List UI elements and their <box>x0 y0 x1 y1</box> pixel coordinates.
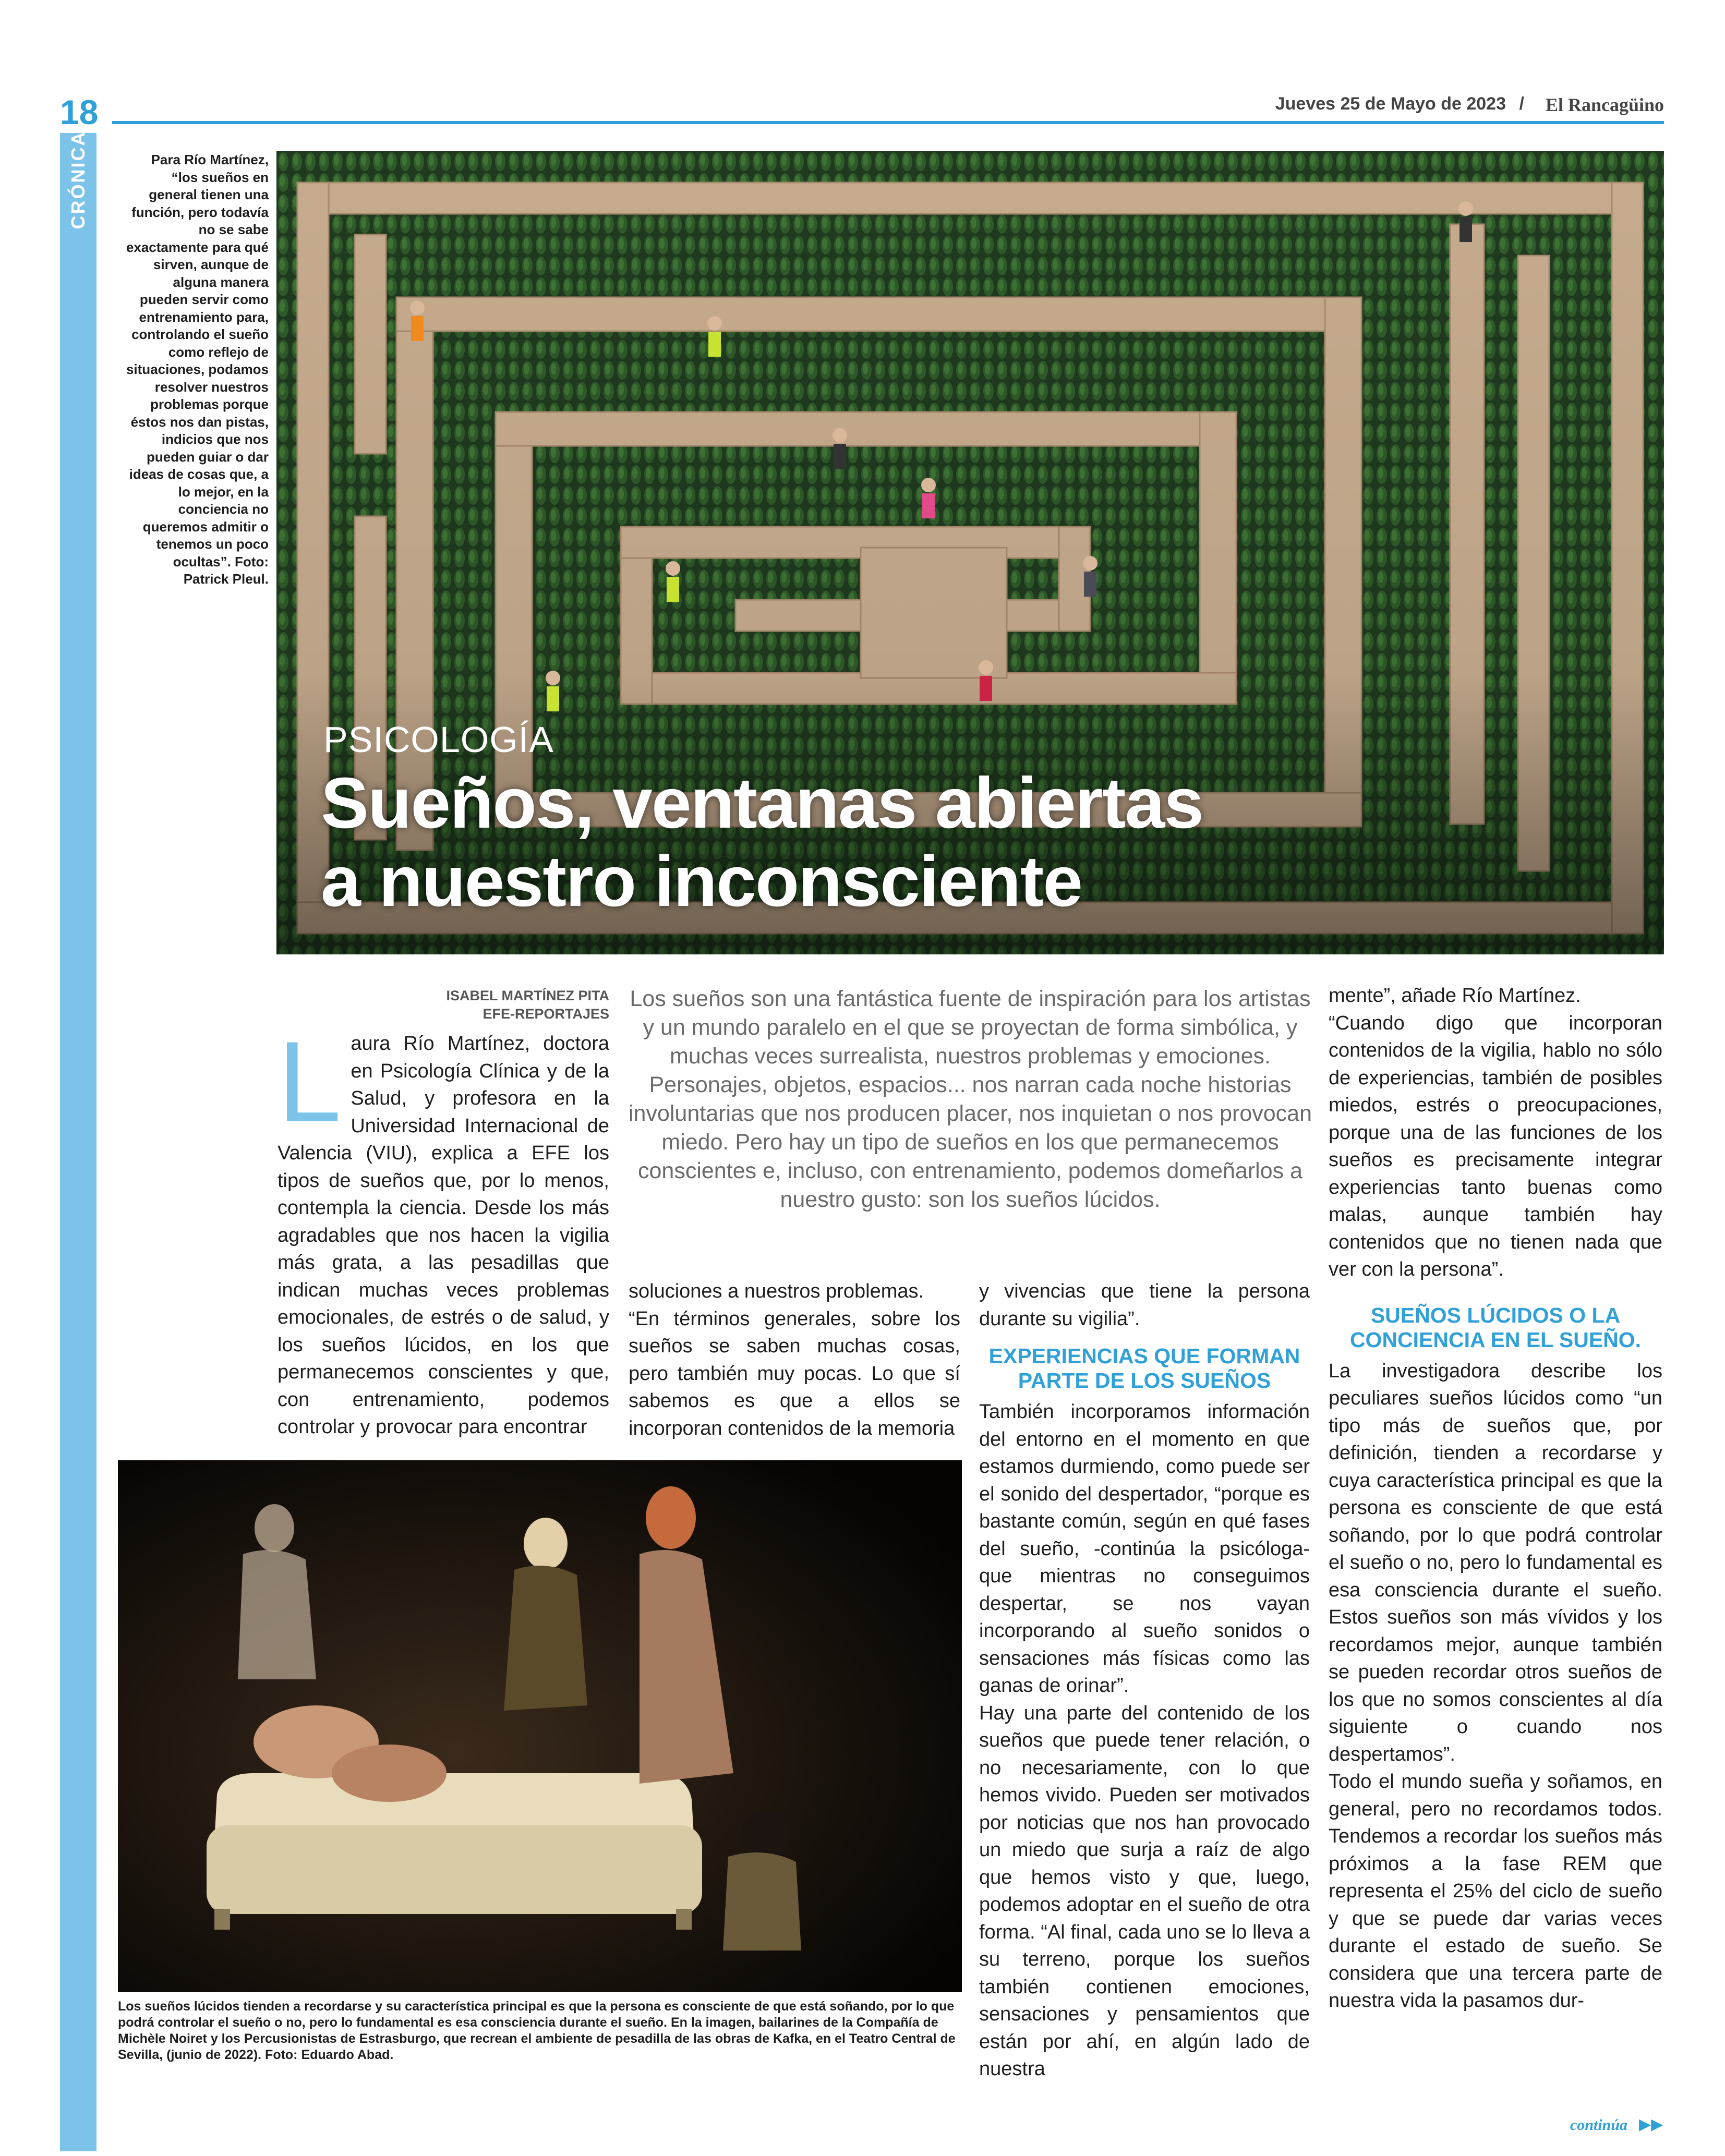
continued-arrows-icon: ▶▶ <box>1639 2116 1663 2133</box>
dancers-photo <box>118 1460 962 1992</box>
issue-date: Jueves 25 de Mayo de 2023 <box>1275 94 1506 114</box>
sofa <box>207 1773 702 1930</box>
body-paragraph: aura Río Martínez, doctora en Psicología Clínica y de la Salud, y profesora en la Universidad Internacional de Valencia (VIU), explica a EFE los tipos de sueños que, por lo menos, contempla la ciencia. Desde los más agradables que nos hacen la vigilia más grata, a las pesadillas que indican muchas veces problemas emocionales, de estrés o de salud, y los sueños lúcidos, en los que permanecemos conscientes y que, con entrenamiento, podemos controlar y provocar para encontrar <box>278 1033 609 1438</box>
body-paragraph: “Cuando digo que incorporan contenidos de la vigilia, hablo no sólo de experiencias, también de posibles miedos, estrés o preocupaciones, porque una de las funciones de los sueños es precisamente integrar experiencias tanto buenas como malas, aunque también hay contenidos que no tienen nada que ver con la persona”. <box>1329 1012 1662 1280</box>
body-paragraph: Hay una parte del contenido de los sueños que puede tener relación, o no necesariamente, con lo que hemos vivido. Pueden ser motivados por noticias que nos han provocado un miedo que surja a raíz de algo que hemos visto y que, luego, podemos adoptar en el sueño de otra forma. “Al final, cada uno se lo lleva a su terreno, porque los sueños también contienen emociones, sensaciones y pensamientos que están por ahí, en algún lado de nuestra <box>979 1702 1310 2080</box>
kicker: PSICOLOGÍA <box>323 719 554 760</box>
newspaper-name: El Rancagüino <box>1545 94 1664 115</box>
byline-author: ISABEL MARTÍNEZ PITA <box>446 988 609 1003</box>
body-paragraph: mente”, añade Río Martínez. <box>1329 985 1581 1007</box>
header-separator: / <box>1519 94 1524 114</box>
drop-cap: L <box>278 1018 342 1146</box>
body-column-1 <box>278 1018 609 1441</box>
continued-label: continúa <box>1570 2116 1628 2134</box>
body-paragraph: Todo el mundo sueña y soñamos, en general, pero no recordamos todos. Tendemos a recordar los sueños más próximos a la fase REM que representa el 25% del ciclo de sueño y que se puede dar varias veces durante el estado de sueño. Se considera que una tercera parte de nuestra vida la pasamos dur- <box>1329 1771 1662 2012</box>
section-sidebar <box>60 91 96 2151</box>
body-column-4 <box>1329 982 1662 2015</box>
page-number: 18 <box>60 91 96 133</box>
body-paragraph: La investigadora describe los peculiares sueños lúcidos como “un tipo más de sueños que, por definición, tienden a recordarse y cuya característica principal es que la persona es consciente de que está soñando, por lo que podrá controlar el sueño o no, pero lo fundamental es esa consciencia durante el sueño. Estos sueños son más vívidos y los recordamos mejor, aunque también se pueden recordar otros sueños de los que no somos conscientes al día siguiente o cuando nos despertamos”. <box>1329 1360 1662 1765</box>
section-label: CRÓNICA <box>67 130 89 229</box>
headline-line-2: a nuestro inconsciente <box>321 841 1082 922</box>
headline-line-1: Sueños, ventanas abiertas <box>321 763 1203 843</box>
section-label-box <box>60 130 96 229</box>
byline-agency: EFE-REPORTAJES <box>482 1006 609 1022</box>
body-paragraph: “En términos generales, sobre los sueños se saben muchas cosas, pero también muy pocas. Lo que sí sabemos es que a ellos se incorporan contenidos de la memoria <box>629 1307 960 1439</box>
body-column-3 <box>979 1278 1310 2083</box>
body-paragraph: y vivencias que tiene la persona durante su vigilia”. <box>979 1280 1310 1330</box>
header-rule <box>112 121 1664 124</box>
body-column-2 <box>629 1278 960 1442</box>
bottom-photo-caption: Los sueños lúcidos tienden a recordarse y su característica principal es que la persona es consciente de que está soñando, por lo que podrá controlar el sueño o no, pero lo fundamental es esa consciencia durante el sueño. En la imagen, bailarines de la Compañía de Michèle Noiret y los Percusionistas de Estrasburgo, que recrean el ambiente de pesadilla de las obras de Kafka, en el Teatro Central de Sevilla, (junio de 2022). Foto: Eduardo Abad. <box>118 1999 956 2062</box>
subheading-suenos-lucidos: SUEÑOS LÚCIDOS O LA CONCIENCIA EN EL SUEÑO. <box>1349 1303 1642 1352</box>
dancers-illustration <box>118 1460 962 1992</box>
headline <box>321 764 1364 920</box>
subheading-experiencias: EXPERIENCIAS QUE FORMAN PARTE DE LOS SUEÑOS <box>988 1344 1300 1392</box>
top-photo-caption: Para Río Martínez, “los sueños en general tienen una función, pero todavía no se sabe exactamente para qué sirven, aunque de alguna manera pueden servir como entrenamiento para, controlando el sueño como reflejo de situaciones, podamos resolver nuestros problemas porque éstos nos dan pistas, indicios que nos pueden guiar o dar ideas de cosas que, a lo mejor, en la conciencia no queremos admitir o tenemos un poco ocultas”. Foto: Patrick Pleul. <box>126 152 269 587</box>
body-paragraph: También incorporamos información del entorno en el momento en que estamos durmiendo, como puede ser el sonido del despertador, “porque es bastante común, según en qué fases del sueño, -continúa la psicóloga- que mientras no conseguimos despertar, se nos vayan incorporando al sueño sonidos o sensaciones más físicas como las ganas de orinar”. <box>979 1401 1310 1697</box>
body-paragraph: soluciones a nuestros problemas. <box>629 1280 924 1302</box>
lead-paragraph: Los sueños son una fantástica fuente de inspiración para los artistas y un mundo paralelo en el que se proyectan de forma simbólica, y muchas veces surrealista, nuestros problemas y emociones. Personajes, objetos, espacios... nos narran cada noche historias involuntarias que nos producen placer, nos inquietan o nos provocan miedo. Pero hay un tipo de sueños en los que permanecemos conscientes e, incluso, con entrenamiento, podemos domeñarlos a nuestro gusto: son los sueños lúcidos. <box>629 986 1312 1212</box>
